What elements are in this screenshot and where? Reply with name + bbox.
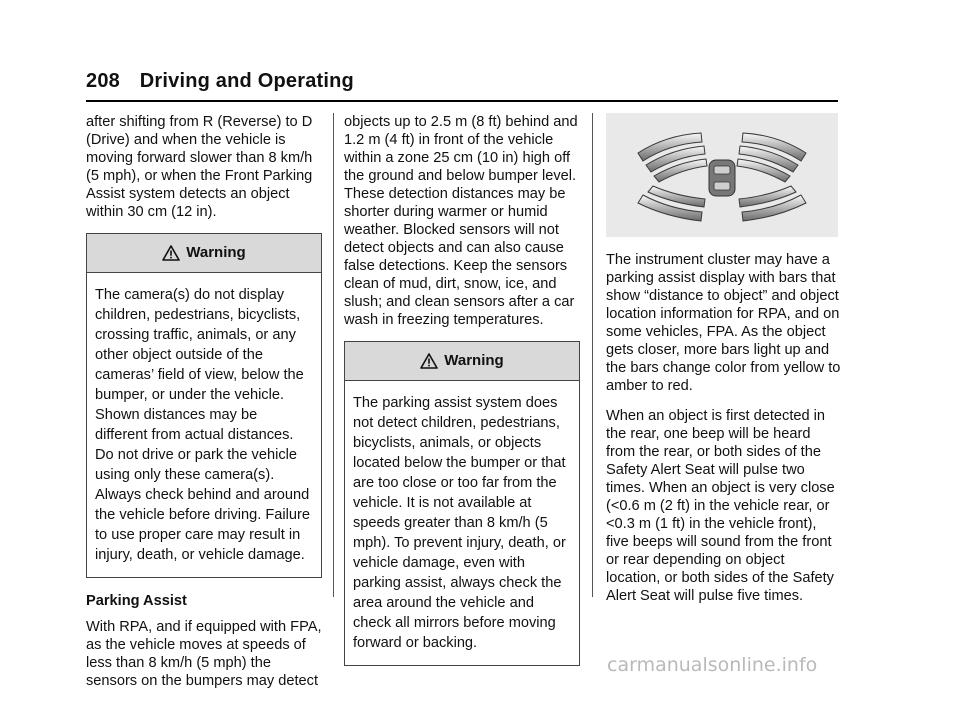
page-number: 208 <box>86 70 120 92</box>
column-1 <box>86 113 322 702</box>
watermark-text[interactable]: carmanualsonline.info <box>607 654 818 676</box>
parking-assist-warning-box <box>344 341 580 666</box>
warning-header <box>87 234 321 273</box>
warning-label: Warning <box>444 352 504 369</box>
warning-header <box>345 342 579 381</box>
warning-triangle-icon <box>162 245 180 261</box>
camera-warning-box <box>86 233 322 578</box>
warning-label: Warning <box>186 244 246 261</box>
header-rule <box>86 100 838 102</box>
warning-text: The parking assist system does not detect children, pedestrians, bicyclists, animals, or objects located below the bumper or that are too close or too far from the vehicle. It is not available at speeds greater than 8 km/h (5 mph). To prevent injury, death, or vehicle damage, even with parking assist, always check the area around the vehicle and check all mirrors before moving forward or backing. <box>353 395 566 651</box>
column-divider-1 <box>333 113 334 597</box>
column-3 <box>606 113 842 617</box>
section-title: Driving and Operating <box>139 70 354 92</box>
intro-paragraph: after shifting from R (Reverse) to D (Drive) and when the vehicle is moving forward slower than 8 km/h (5 mph), or when the Front Parking Assist system detects an object within 30 cm (12 in). <box>86 114 313 220</box>
warning-triangle-icon <box>420 353 438 369</box>
column-divider-2 <box>592 113 593 597</box>
column-2 <box>344 113 580 680</box>
cluster-display-paragraph: The instrument cluster may have a parking assist display with bars that show “distance to object” and object location information for RPA, and on some vehicles, FPA. As the object gets closer, more bars light up and the bars change color from yellow to amber to red. <box>606 252 841 394</box>
parking-assist-display-icon <box>606 113 838 237</box>
detection-paragraph: objects up to 2.5 m (8 ft) behind and 1.2 m (4 ft) in front of the vehicle within a zone 25 cm (10 in) high off the ground and below bumper level. These detection distances may be shorter during warmer or humid weather. Blocked sensors will not detect objects and can also cause false detections. Keep the sensors clean of mud, dirt, snow, ice, and slush; and clean sensors after a car wash in freezing temperatures. <box>344 114 578 328</box>
parking-assist-display-figure <box>606 113 838 237</box>
page-header <box>86 70 354 93</box>
parking-assist-heading: Parking Assist <box>86 593 187 609</box>
warning-text: The camera(s) do not display children, pedestrians, bicyclists, crossing traffic, animals, or any other object outside of the cameras’ field of view, below the bumper, or under the vehicle. Shown distances may be different from actual distances. Do not drive or park the vehicle using only these camera(s). Always check behind and around the vehicle before driving. Failure to use proper care may result in injury, death, or vehicle damage. <box>95 287 310 563</box>
beep-paragraph: When an object is first detected in the rear, one beep will be heard from the rear, or both sides of the Safety Alert Seat will pulse two times. When an object is very close (<0.6 m (2 ft) in the vehicle rear, or <0.3 m (1 ft) in the vehicle front), five beeps will sound from the front or rear depending on object location, or both sides of the Safety Alert Seat will pulse five times. <box>606 408 835 604</box>
parking-assist-paragraph: With RPA, and if equipped with FPA, as the vehicle moves at speeds of less than 8 km/h (5 mph) the sensors on the bumpers may detect <box>86 619 322 689</box>
